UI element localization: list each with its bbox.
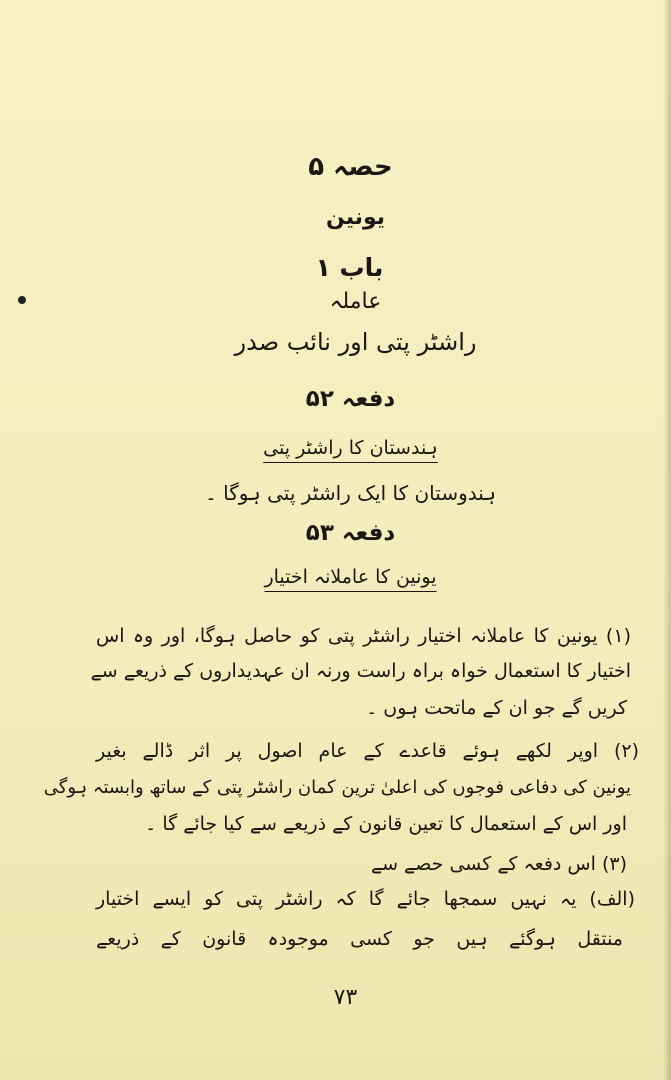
clause-1-line-1: (۱) یونین کا عاملانہ اختیار راشٹر پتی کو حاصل ہوگا، اور وہ اس xyxy=(96,625,631,647)
page-number: ۷۳ xyxy=(333,985,358,1010)
clause-1-line-2: اختیار کا استعمال خواہ براہ راست ورنہ ان عہدیداروں کے ذریعے سے xyxy=(90,660,631,682)
article-52-heading: دفعہ ۵۲ xyxy=(305,386,396,412)
chapter-title: عاملہ xyxy=(329,289,382,314)
clause-3a-line-1: (الف) یہ نہیں سمجھا جائے گا کہ راشٹر پتی کو ایسے اختیار xyxy=(96,888,635,910)
clause-2-line-3: اور اس کے استعمال کا تعین قانون کے ذریعے سے کیا جائے گا ۔ xyxy=(145,813,627,835)
subchapter-title: راشٹر پتی اور نائب صدر xyxy=(234,328,477,356)
article-52-text: ہندوستان کا ایک راشٹر پتی ہوگا ۔ xyxy=(205,481,496,505)
clause-2-line-2: یونین کی دفاعی فوجوں کی اعلیٰ ترین کمان راشٹر پتی کے ساتھ وابستہ ہوگی xyxy=(43,777,631,798)
article-53-title: یونین کا عاملانہ اختیار xyxy=(264,566,437,588)
clause-1-line-3: کریں گے جو ان کے ماتحت ہوں ۔ xyxy=(366,697,627,719)
part-heading: حصہ ۵ xyxy=(308,152,393,182)
clause-3-line: (۳) اس دفعہ کے کسی حصے سے xyxy=(370,853,627,875)
clause-2-line-1: (۲) اوپر لکھے ہوئے قاعدے کے عام اصول پر اثر ڈالے بغیر xyxy=(96,740,639,762)
article-52-title: ہندستان کا راشٹر پتی xyxy=(263,437,438,459)
clause-3a-line-2: منتقل ہوگئے ہیں جو کسی موجودہ قانون کے ذریعے xyxy=(96,928,623,950)
part-title: یونین xyxy=(325,205,386,230)
article-53-heading: دفعہ ۵۳ xyxy=(305,520,396,546)
chapter-heading: باب ۱ xyxy=(315,253,384,282)
